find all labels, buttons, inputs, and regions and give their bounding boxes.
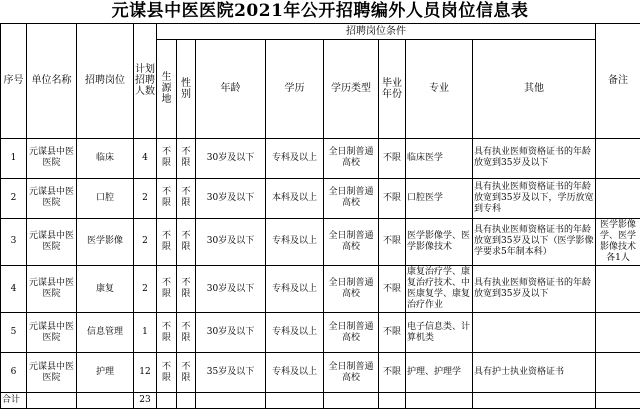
cell-unit: 元谋县中医医院 <box>27 138 77 178</box>
cell-origin: 不限 <box>157 138 177 178</box>
table-row <box>1 265 640 312</box>
cell-plan: 2 <box>134 178 157 218</box>
total-blank <box>379 393 406 409</box>
header-origin: 生源地 <box>157 39 177 138</box>
cell-edu-type: 全日制普通高校 <box>324 313 379 353</box>
total-blank <box>157 393 177 409</box>
total-blank <box>177 393 196 409</box>
cell-education: 本科及以上 <box>266 178 324 218</box>
cell-plan: 2 <box>134 218 157 265</box>
cell-gender: 不限 <box>177 138 196 178</box>
table-row <box>1 218 640 265</box>
total-blank <box>473 393 596 409</box>
cell-post: 临床 <box>77 138 134 178</box>
cell-seq: 1 <box>1 138 27 178</box>
cell-post: 信息管理 <box>77 313 134 353</box>
cell-seq: 6 <box>1 353 27 393</box>
cell-unit: 元谋县中医医院 <box>27 313 77 353</box>
cell-remark <box>596 178 640 218</box>
cell-edu-type: 全日制普通高校 <box>324 265 379 312</box>
cell-education: 专科及以上 <box>266 353 324 393</box>
cell-origin: 不限 <box>157 313 177 353</box>
cell-post: 口腔 <box>77 178 134 218</box>
cell-age: 30岁及以下 <box>196 313 266 353</box>
cell-post: 康复 <box>77 265 134 312</box>
cell-edu-type: 全日制普通高校 <box>324 178 379 218</box>
cell-remark <box>596 353 640 393</box>
header-other: 其他 <box>473 39 596 138</box>
table-row <box>1 178 640 218</box>
cell-post: 护理 <box>77 353 134 393</box>
header-major: 专业 <box>406 39 473 138</box>
cell-gender: 不限 <box>177 178 196 218</box>
cell-grad-year: 不限 <box>379 353 406 393</box>
cell-age: 30岁及以下 <box>196 138 266 178</box>
header-conditions: 招聘岗位条件 <box>157 24 596 40</box>
cell-major: 护理、护理学 <box>406 353 473 393</box>
header-unit: 单位名称 <box>27 24 77 139</box>
cell-major: 医学影像学、医学影像技术 <box>406 218 473 265</box>
header-gender: 性别 <box>177 39 196 138</box>
cell-other: 具有执业医师资格证书的年龄放宽到35岁及以下（医学影像学要求5年制本科） <box>473 218 596 265</box>
cell-remark <box>596 265 640 312</box>
cell-remark <box>596 313 640 353</box>
cell-grad-year: 不限 <box>379 178 406 218</box>
cell-grad-year: 不限 <box>379 313 406 353</box>
cell-other: 具有执业医师资格证书的年龄放宽到35岁及以下 <box>473 138 596 178</box>
recruitment-table <box>0 23 640 409</box>
cell-gender: 不限 <box>177 353 196 393</box>
cell-gender: 不限 <box>177 265 196 312</box>
cell-post: 医学影像 <box>77 218 134 265</box>
total-label: 合计 <box>1 393 27 409</box>
cell-seq: 4 <box>1 265 27 312</box>
cell-grad-year: 不限 <box>379 265 406 312</box>
cell-plan: 12 <box>134 353 157 393</box>
header-age: 年龄 <box>196 39 266 138</box>
cell-grad-year: 不限 <box>379 218 406 265</box>
cell-unit: 元谋县中医医院 <box>27 353 77 393</box>
header-post: 招聘岗位 <box>77 24 134 139</box>
total-value: 23 <box>134 393 157 409</box>
total-blank <box>324 393 379 409</box>
total-blank <box>596 393 640 409</box>
cell-major: 口腔医学 <box>406 178 473 218</box>
cell-edu-type: 全日制普通高校 <box>324 218 379 265</box>
cell-other <box>473 313 596 353</box>
cell-age: 30岁及以下 <box>196 178 266 218</box>
cell-edu-type: 全日制普通高校 <box>324 353 379 393</box>
cell-origin: 不限 <box>157 178 177 218</box>
cell-other: 具有护士执业资格证书 <box>473 353 596 393</box>
total-blank <box>77 393 134 409</box>
cell-education: 专科及以上 <box>266 138 324 178</box>
table-row <box>1 353 640 393</box>
cell-other: 具有执业医师资格证书的年龄放宽到35岁及以下 <box>473 265 596 312</box>
cell-remark: 医学影像学、医学影像技术各1人 <box>596 218 640 265</box>
cell-gender: 不限 <box>177 218 196 265</box>
header-seq: 序号 <box>1 24 27 139</box>
cell-seq: 5 <box>1 313 27 353</box>
cell-origin: 不限 <box>157 265 177 312</box>
cell-unit: 元谋县中医医院 <box>27 218 77 265</box>
cell-major: 临床医学 <box>406 138 473 178</box>
cell-remark <box>596 138 640 178</box>
cell-edu-type: 全日制普通高校 <box>324 138 379 178</box>
cell-major: 电子信息类、计算机类 <box>406 313 473 353</box>
cell-seq: 3 <box>1 218 27 265</box>
header-remark: 备注 <box>596 24 640 139</box>
cell-other: 具有执业医师资格证书的年龄放宽到35岁及以下，学历放宽到专科 <box>473 178 596 218</box>
cell-gender: 不限 <box>177 313 196 353</box>
cell-grad-year: 不限 <box>379 138 406 178</box>
page-title: 元谋县中医医院2021年公开招聘编外人员岗位信息表 <box>111 1 529 21</box>
cell-origin: 不限 <box>157 218 177 265</box>
total-blank <box>27 393 77 409</box>
total-blank <box>196 393 266 409</box>
cell-unit: 元谋县中医医院 <box>27 265 77 312</box>
cell-education: 专科及以上 <box>266 313 324 353</box>
cell-seq: 2 <box>1 178 27 218</box>
cell-major: 康复治疗学、康复治疗技术、中医康复学、康复治疗作业 <box>406 265 473 312</box>
header-plan: 计划招聘人数 <box>134 24 157 139</box>
cell-education: 专科及以上 <box>266 218 324 265</box>
header-education: 学历 <box>266 39 324 138</box>
header-grad-year: 毕业年份 <box>379 39 406 138</box>
table-row <box>1 138 640 178</box>
cell-age: 30岁及以下 <box>196 265 266 312</box>
cell-origin: 不限 <box>157 353 177 393</box>
table-row <box>1 313 640 353</box>
cell-unit: 元谋县中医医院 <box>27 178 77 218</box>
cell-plan: 2 <box>134 265 157 312</box>
cell-plan: 1 <box>134 313 157 353</box>
cell-plan: 4 <box>134 138 157 178</box>
cell-age: 35岁及以下 <box>196 353 266 393</box>
cell-education: 专科及以上 <box>266 265 324 312</box>
cell-age: 30岁及以下 <box>196 218 266 265</box>
header-edu-type: 学历类型 <box>324 39 379 138</box>
total-blank <box>266 393 324 409</box>
total-blank <box>406 393 473 409</box>
